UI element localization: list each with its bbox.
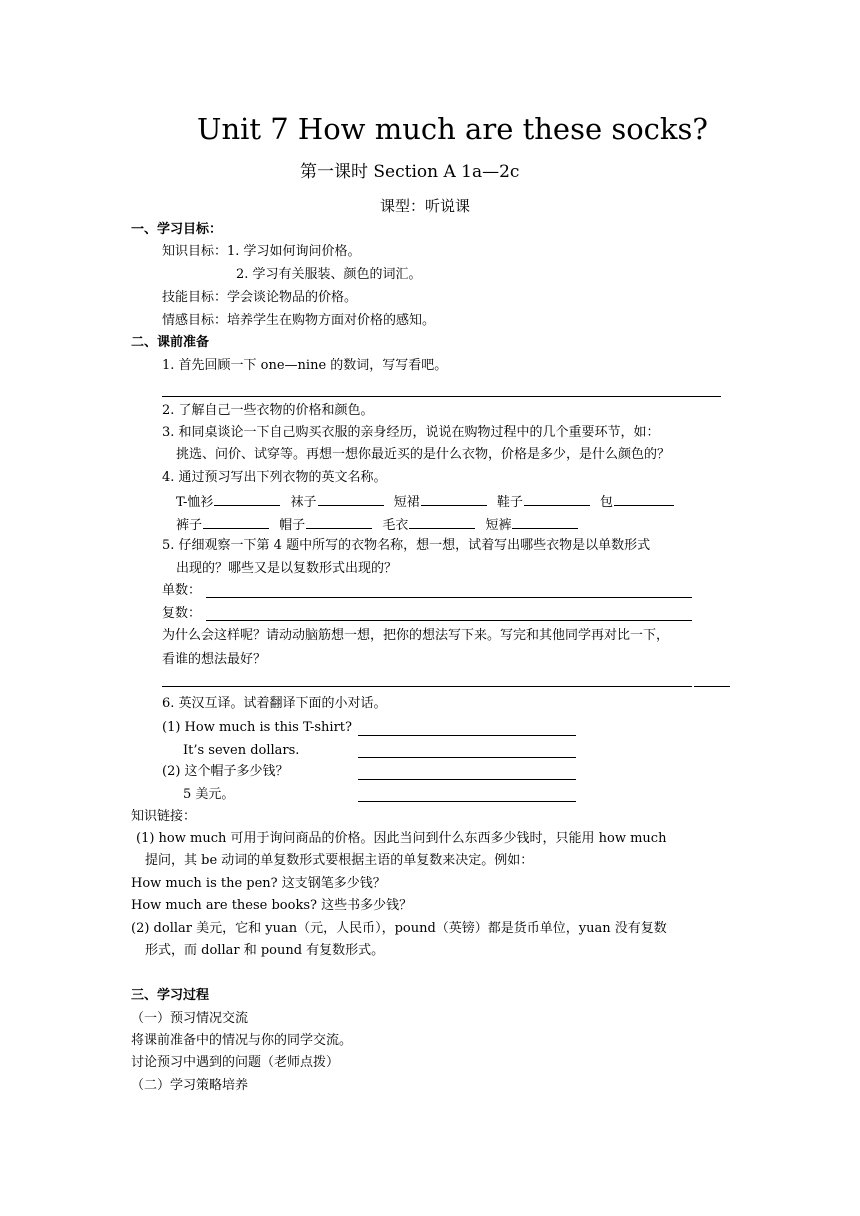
prep-question-5-line-1: 5. 仔细观察一下第 4 题中所写的衣物名称，想一想，试着写出哪些衣物是以单数形式 <box>162 538 651 553</box>
why-line-1: 为什么会这样呢？请动动脑筋想一想，把你的想法写下来。写完和其他同学再对比一下， <box>162 628 670 643</box>
clothing-label: 短裤 <box>485 518 512 533</box>
knowledge-point-1-line-1: (1) how much 可用于询问商品的价格。因此当问到什么东西多少钱时，只能用 how much <box>136 831 667 846</box>
answer-line-q1[interactable] <box>162 396 721 397</box>
clothing-label: 裤子 <box>176 518 203 533</box>
prep-question-4: 4. 通过预习写出下列衣物的英文名称。 <box>162 470 387 485</box>
blank-field[interactable] <box>306 516 372 529</box>
prep-question-3-line-2: 挑选、问价、试穿等。再想一想你最近买的是什么衣物，价格是多少，是什么颜色的？ <box>176 447 671 462</box>
blank-field[interactable] <box>421 493 487 506</box>
page-title: Unit 7 How much are these socks? <box>197 112 708 146</box>
knowledge-example-2: How much are these books? 这些书多少钱？ <box>131 898 413 913</box>
answer-line-why[interactable] <box>162 686 692 687</box>
blank-field[interactable] <box>524 493 590 506</box>
answer-line-dialogue-2a[interactable] <box>358 779 576 780</box>
prep-question-6: 6. 英汉互译。试着翻译下面的小对话。 <box>162 696 387 711</box>
section-heading-process: 三、学习过程 <box>131 988 210 1003</box>
blank-field[interactable] <box>614 493 674 506</box>
blank-field[interactable] <box>409 516 475 529</box>
process-line-1: 将课前准备中的情况与你的同学交流。 <box>131 1033 353 1048</box>
process-line-2: 讨论预习中遇到的问题（老师点拨） <box>131 1055 340 1070</box>
goal-emotion: 情感目标：培养学生在购物方面对价格的感知。 <box>162 313 436 328</box>
answer-line-dialogue-1a[interactable] <box>358 735 576 736</box>
goal-knowledge-1: 知识目标：1. 学习如何询问价格。 <box>162 244 361 259</box>
blank-field[interactable] <box>512 516 578 529</box>
knowledge-point-2-line-2: 形式，而 dollar 和 pound 有复数形式。 <box>145 943 385 958</box>
answer-line-why-extra[interactable] <box>694 686 730 687</box>
knowledge-heading: 知识链接： <box>131 809 197 824</box>
process-sub-2: （二）学习策略培养 <box>131 1078 249 1093</box>
plural-label: 复数： <box>162 606 202 621</box>
lesson-type: 课型：听说课 <box>380 197 471 215</box>
blank-field[interactable] <box>203 516 269 529</box>
blank-field[interactable] <box>214 493 280 506</box>
process-sub-1: （一）预习情况交流 <box>131 1011 249 1026</box>
prep-question-3-line-1: 3. 和同桌谈论一下自己购买衣服的亲身经历，说说在购物过程中的几个重要环节，如： <box>162 425 660 440</box>
answer-line-dialogue-2b[interactable] <box>358 801 576 802</box>
singular-label: 单数： <box>162 583 202 598</box>
section-heading-goals: 一、学习目标： <box>131 222 223 237</box>
clothing-label: 袜子 <box>290 495 317 510</box>
clothing-label: 包 <box>600 495 614 510</box>
clothing-label: T-恤衫 <box>176 495 214 510</box>
page-subtitle: 第一课时 Section A 1a—2c <box>300 162 520 182</box>
clothing-row-1 <box>176 493 680 511</box>
answer-line-plural[interactable] <box>206 620 692 621</box>
why-line-2: 看谁的想法最好？ <box>162 652 267 667</box>
section-heading-preparation: 二、课前准备 <box>131 335 210 350</box>
answer-line-singular[interactable] <box>206 597 692 598</box>
knowledge-point-2-line-1: (2) dollar 美元，它和 yuan（元，人民币），pound（英镑）都是货币单位，yuan 没有复数 <box>131 921 667 936</box>
prep-question-1: 1. 首先回顾一下 one—nine 的数词，写写看吧。 <box>162 358 448 373</box>
dialogue-2-question: (2) 这个帽子多少钱？ <box>162 764 289 779</box>
clothing-label: 帽子 <box>279 518 306 533</box>
knowledge-example-1: How much is the pen? 这支钢笔多少钱？ <box>131 876 386 891</box>
clothing-label: 毛衣 <box>382 518 409 533</box>
goal-knowledge-2: 2. 学习有关服装、颜色的词汇。 <box>236 267 422 282</box>
clothing-label: 短裙 <box>393 495 420 510</box>
dialogue-1-question: (1) How much is this T-shirt? <box>162 720 352 735</box>
prep-question-2: 2. 了解自己一些衣物的价格和颜色。 <box>162 403 374 418</box>
knowledge-point-1-line-2: 提问，其 be 动词的单复数形式要根据主语的单复数来决定。例如： <box>145 853 534 868</box>
answer-line-dialogue-1b[interactable] <box>358 757 576 758</box>
prep-question-5-line-2: 出现的？哪些又是以复数形式出现的？ <box>176 561 398 576</box>
clothing-label: 鞋子 <box>496 495 523 510</box>
dialogue-2-answer: 5 美元。 <box>183 787 235 802</box>
clothing-row-2 <box>176 516 584 534</box>
dialogue-1-answer: It’s seven dollars. <box>183 743 300 758</box>
blank-field[interactable] <box>318 493 384 506</box>
goal-skill: 技能目标：学会谈论物品的价格。 <box>162 290 358 305</box>
